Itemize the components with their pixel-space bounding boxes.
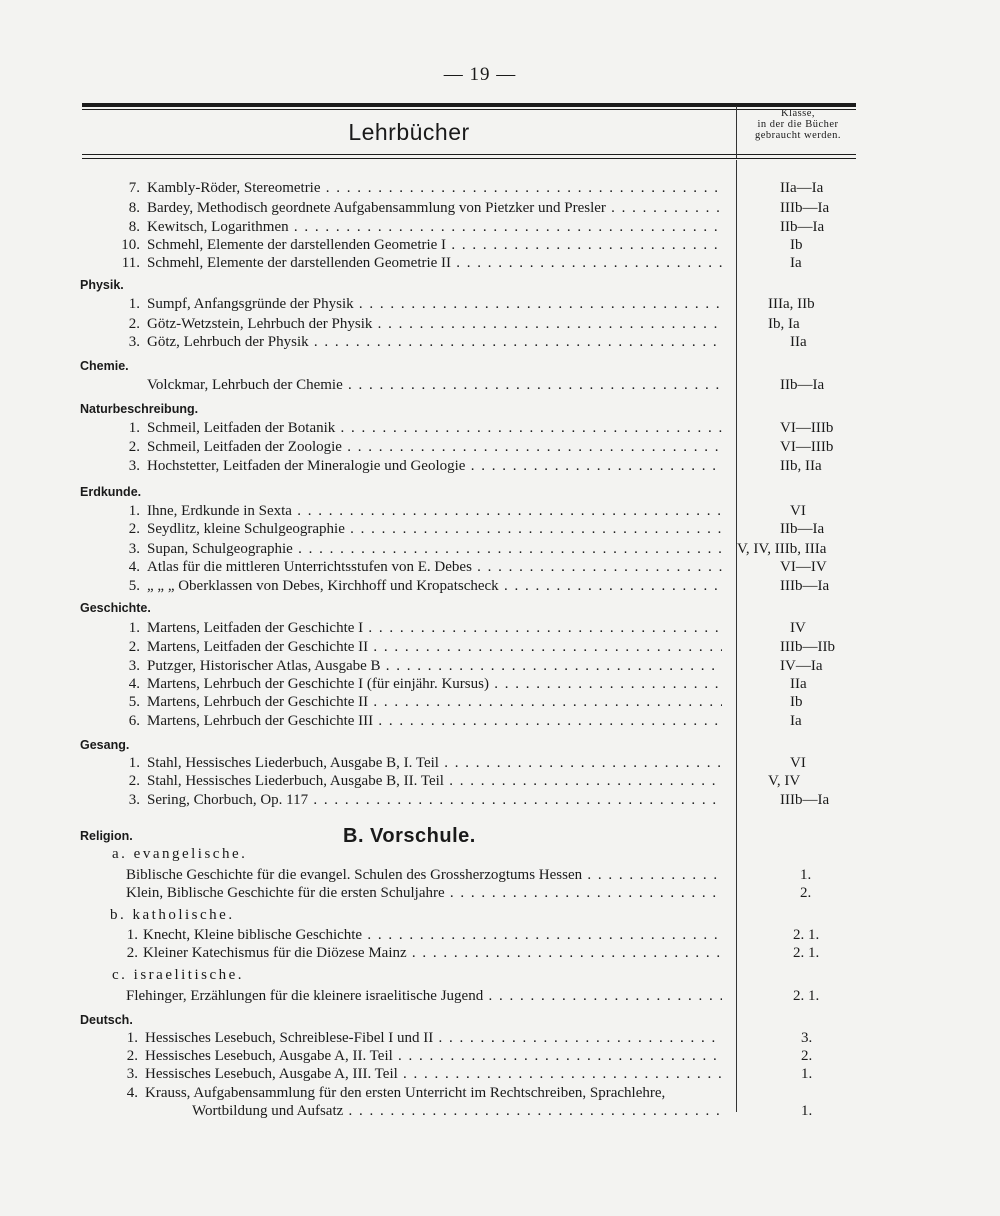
table-row: 4. Atlas für die mittleren Unterrichtsstufen von E. Debes . . . VI—IV xyxy=(0,557,1000,577)
section-heading-gesang: Gesang. xyxy=(80,738,130,752)
section-heading-religion: Religion. xyxy=(80,829,133,843)
klasse-line-3: gebraucht werden. xyxy=(754,130,842,141)
klasse-column-header xyxy=(740,108,856,141)
header-column-divider xyxy=(736,106,737,158)
table-row: Klein, Biblische Geschichte für die ersten Schuljahre . . . 2. xyxy=(0,883,1000,903)
klasse-line-1: Klasse, xyxy=(780,108,816,119)
section-heading-chemie: Chemie. xyxy=(80,359,129,373)
header-bottom-rule-2 xyxy=(82,158,856,159)
table-row: 8. Bardey, Methodisch geordnete Aufgabensammlung von Pietzker und Presler . . . IIIb—Ia xyxy=(0,198,1000,218)
table-row: 1. Ihne, Erdkunde in Sexta . . . VI xyxy=(0,501,1000,521)
table-row: 7. Kambly-Röder, Stereometrie . . . IIa—Ia xyxy=(0,178,1000,198)
klasse-line-2: in der die Bücher xyxy=(757,119,839,130)
table-row: Biblische Geschichte für die evangel. Schulen des Grossherzogtums Hessen . . . 1. xyxy=(0,865,1000,885)
table-row: 5. Martens, Lehrbuch der Geschichte II . . . Ib xyxy=(0,692,1000,712)
table-row: 1. Hessisches Lesebuch, Schreiblese-Fibel I und II . . . 3. xyxy=(0,1028,1000,1048)
subheading-evangelisch: a. evangelische. xyxy=(112,846,248,862)
table-row: 4. Martens, Lehrbuch der Geschichte I (für einjähr. Kursus) . . . IIa xyxy=(0,674,1000,694)
header-title: Lehrbücher xyxy=(348,119,470,145)
table-row: 3. Hessisches Lesebuch, Ausgabe A, III. Teil . . . 1. xyxy=(0,1064,1000,1084)
table-row: Wortbildung und Aufsatz . . . 1. xyxy=(0,1101,1000,1121)
table-row: 2. Kleiner Katechismus für die Diözese Mainz . . . 2. 1. xyxy=(0,943,1000,963)
table-row: 3. Hochstetter, Leitfaden der Mineralogie und Geologie . . . IIb, IIa xyxy=(0,456,1000,476)
table-row: 1. Sumpf, Anfangsgründe der Physik . . . IIIa, IIb xyxy=(0,294,1000,314)
table-row: 3. Sering, Chorbuch, Op. 117 . . . IIIb—Ia xyxy=(0,790,1000,810)
table-row: 5. „ „ „ Oberklassen von Debes, Kirchhoff und Kropatscheck . . . IIIb—Ia xyxy=(0,576,1000,596)
section-heading-naturbeschreibung: Naturbeschreibung. xyxy=(80,402,199,416)
table-row: Volckmar, Lehrbuch der Chemie . . . IIb—Ia xyxy=(0,375,1000,395)
section-heading-deutsch: Deutsch. xyxy=(80,1013,133,1027)
table-row: 2. Hessisches Lesebuch, Ausgabe A, II. Teil . . . 2. xyxy=(0,1046,1000,1066)
subheading-israelitisch: c. israelitische. xyxy=(112,967,245,983)
table-row: 1. Martens, Leitfaden der Geschichte I . . . IV xyxy=(0,618,1000,638)
table-row: 2. Götz-Wetzstein, Lehrbuch der Physik . . . Ib, Ia xyxy=(0,314,1000,334)
page-number: — 19 — xyxy=(443,64,517,85)
table-row: 1. Stahl, Hessisches Liederbuch, Ausgabe B, I. Teil . . . VI xyxy=(0,753,1000,773)
subheading-katholisch: b. katholische. xyxy=(110,907,235,923)
table-row: 3. Putzger, Historischer Atlas, Ausgabe B . . . IV—Ia xyxy=(0,656,1000,676)
header-bottom-rule xyxy=(82,154,856,155)
section-heading-physik: Physik. xyxy=(80,278,124,292)
table-row: 4. Krauss, Aufgabensammlung für den ersten Unterricht im Rechtschreiben, Sprachlehre, xyxy=(126,1085,666,1101)
table-row: Flehinger, Erzählungen für die kleinere israelitische Jugend . . . 2. 1. xyxy=(0,986,1000,1006)
table-row: 2. Seydlitz, kleine Schulgeographie . . . IIb—Ia xyxy=(0,519,1000,539)
table-row: 11. Schmehl, Elemente der darstellenden Geometrie II . . . Ia xyxy=(0,253,1000,273)
table-row: 3. Götz, Lehrbuch der Physik . . . IIa xyxy=(0,332,1000,352)
section-heading-erdkunde: Erdkunde. xyxy=(80,485,142,499)
table-row: 10. Schmehl, Elemente der darstellenden Geometrie I . . . Ib xyxy=(0,235,1000,255)
section-heading-geschichte: Geschichte. xyxy=(80,601,151,615)
section-title-vorschule: B. Vorschule. xyxy=(343,825,476,847)
table-row: 1. Schmeil, Leitfaden der Botanik . . . VI—IIIb xyxy=(0,418,1000,438)
table-row: 6. Martens, Lehrbuch der Geschichte III . . . Ia xyxy=(0,711,1000,731)
table-row: 2. Martens, Leitfaden der Geschichte II . . . IIIb—IIb xyxy=(0,637,1000,657)
table-row: 2. Stahl, Hessisches Liederbuch, Ausgabe B, II. Teil . . . V, IV xyxy=(0,771,1000,791)
table-row: 1. Knecht, Kleine biblische Geschichte . . . 2. 1. xyxy=(0,925,1000,945)
table-row: 3. Supan, Schulgeographie . . . V, IV, IIIb, IIIa xyxy=(0,539,1000,559)
table-row: 8. Kewitsch, Logarithmen . . . IIb—Ia xyxy=(0,217,1000,237)
header-top-rule xyxy=(82,103,856,107)
table-row: 2. Schmeil, Leitfaden der Zoologie . . . VI—IIIb xyxy=(0,437,1000,457)
